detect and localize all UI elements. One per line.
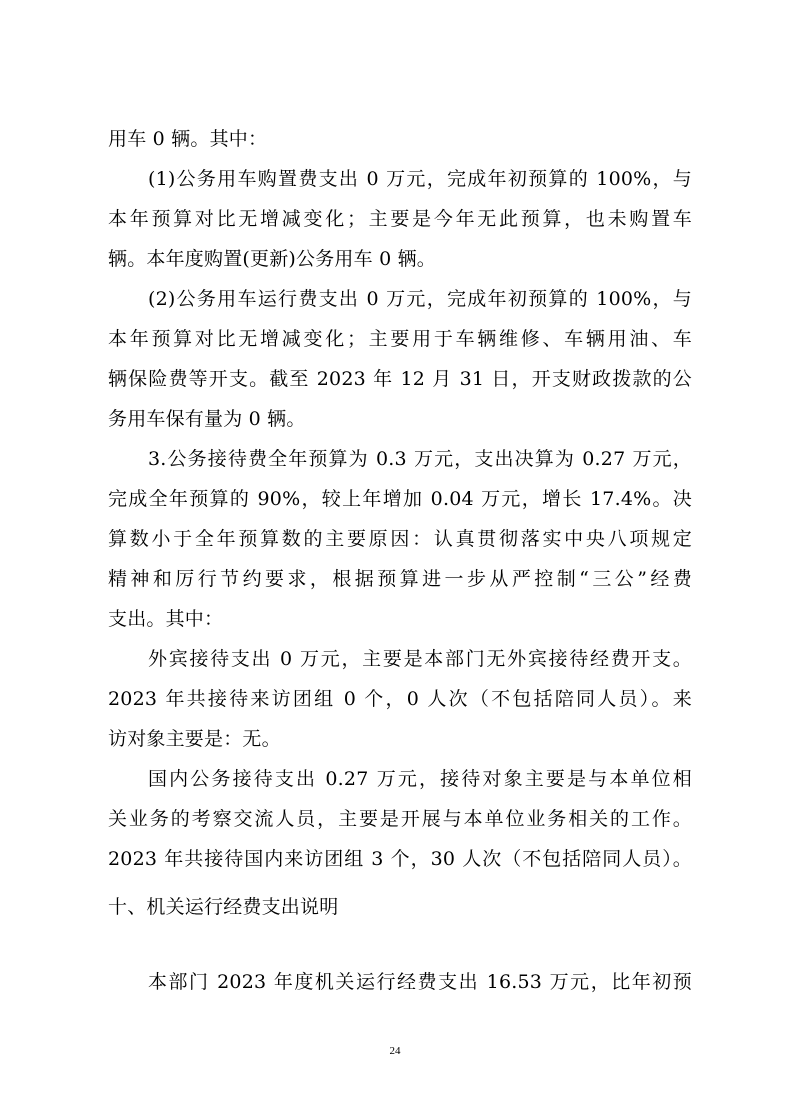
text-line: 务用车保有量为 0 辆。: [108, 408, 306, 430]
text-line: (1)公务用车购置费支出 0 万元，完成年初预算的 100%，与: [148, 168, 692, 190]
text-line: 外宾接待支出 0 万元，主要是本部门无外宾接待经费开支。: [148, 648, 692, 670]
text-line: 关业务的考察交流人员，主要是开展与本单位业务相关的工作。: [108, 808, 692, 830]
text-line: 2023 年共接待来访团组 0 个，0 人次（不包括陪同人员）。来: [108, 688, 692, 710]
text-line: 本部门 2023 年度机关运行经费支出 16.53 万元，比年初预: [148, 971, 692, 993]
page-number: 24: [389, 1045, 401, 1057]
text-line: 算数小于全年预算数的主要原因：认真贯彻落实中央八项规定: [108, 528, 692, 550]
text-line: 支出。其中：: [108, 608, 224, 630]
text-line: 用车 0 辆。其中：: [108, 128, 268, 150]
text-line: 本年预算对比无增减变化；主要用于车辆维修、车辆用油、车: [108, 328, 692, 350]
text-line: 3.公务接待费全年预算为 0.3 万元，支出决算为 0.27 万元，: [148, 448, 692, 470]
text-line: (2)公务用车运行费支出 0 万元，完成年初预算的 100%，与: [148, 288, 692, 310]
text-line: 精神和厉行节约要求，根据预算进一步从严控制“三公”经费: [108, 568, 692, 590]
section-heading: 十、机关运行经费支出说明: [108, 896, 339, 918]
text-line: 本年预算对比无增减变化；主要是今年无此预算，也未购置车: [108, 208, 692, 230]
text-line: 完成全年预算的 90%，较上年增加 0.04 万元，增长 17.4%。决: [108, 488, 692, 510]
text-line: 辆。本年度购置(更新)公务用车 0 辆。: [108, 248, 436, 270]
text-line: 辆保险费等开支。截至 2023 年 12 月 31 日，开支财政拨款的公: [108, 368, 692, 390]
text-line: 访对象主要是：无。: [108, 728, 281, 750]
text-line: 国内公务接待支出 0.27 万元，接待对象主要是与本单位相: [148, 768, 692, 790]
text-line: 2023 年共接待国内来访团组 3 个，30 人次（不包括陪同人员）。: [108, 848, 692, 870]
